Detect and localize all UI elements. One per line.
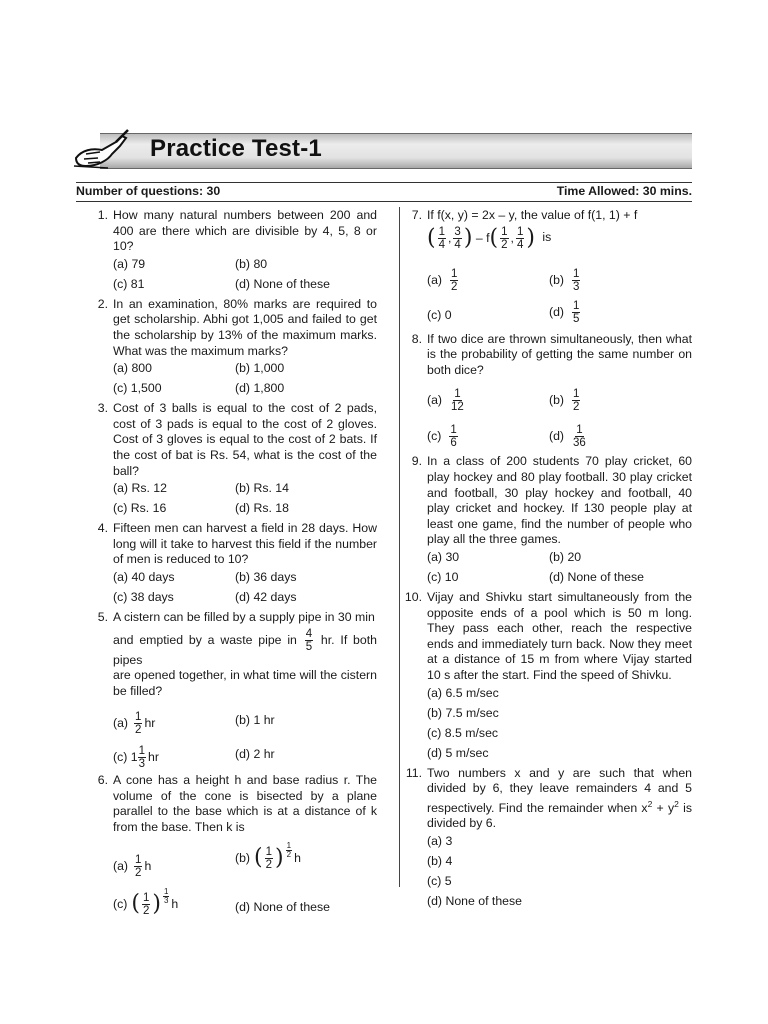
variable: h	[171, 896, 179, 911]
options	[113, 703, 377, 737]
numerator: 3	[454, 225, 461, 238]
text: hr. If both pipes	[113, 632, 377, 667]
question-1	[90, 208, 377, 295]
option-c: (c) 38 days	[113, 589, 174, 604]
options	[427, 382, 692, 418]
question-3	[90, 401, 377, 519]
option-c: (c) 5	[427, 873, 452, 888]
page-title: Practice Test-1	[150, 135, 322, 162]
unit: hr	[148, 750, 159, 765]
paren: (	[131, 891, 140, 917]
denominator: 3	[138, 758, 146, 771]
options	[113, 590, 377, 608]
time-allowed: Time Allowed: 30 mins.	[556, 184, 692, 198]
question-text	[427, 766, 692, 832]
fraction	[453, 226, 461, 251]
question-number: 9.	[411, 454, 422, 469]
option-a: (a) 3	[427, 833, 453, 848]
question-text-line3: are opened together, in what time will the cistern be filled?	[113, 668, 377, 698]
paren: )	[526, 225, 535, 251]
paren: )	[152, 891, 161, 917]
option-c	[113, 886, 179, 917]
options	[427, 570, 692, 588]
option-label: (c) 1	[113, 750, 138, 765]
options	[113, 501, 377, 519]
question-10	[404, 590, 692, 764]
writing-hand-icon	[72, 128, 130, 174]
denominator: 36	[573, 437, 586, 450]
option-label: (c)	[427, 429, 442, 444]
options	[113, 481, 377, 499]
options	[113, 570, 377, 588]
option-c	[427, 424, 460, 449]
option-d: (d) None of these	[549, 569, 645, 584]
option-b: (b) 36 days	[235, 569, 297, 584]
question-9	[404, 454, 692, 588]
exponent-fraction	[163, 888, 169, 905]
numerator: 1	[135, 853, 142, 866]
text: and emptied by a waste pipe in	[113, 632, 297, 647]
option-label: (d)	[549, 429, 565, 444]
denominator: 6	[450, 437, 457, 450]
superscript: 2	[647, 798, 653, 809]
option-a	[427, 388, 467, 413]
right-column	[404, 208, 692, 912]
fraction	[450, 268, 458, 293]
fraction	[134, 711, 142, 736]
question-7	[404, 208, 692, 332]
option-a	[113, 711, 155, 736]
option-label: (b)	[549, 272, 565, 287]
numerator: 1	[265, 845, 273, 858]
question-number: 2.	[97, 296, 108, 311]
option-d: (d) 42 days	[235, 589, 297, 604]
denominator: 2	[265, 858, 273, 871]
option-b	[235, 840, 301, 871]
denominator: 2	[135, 724, 142, 737]
fraction	[572, 268, 580, 293]
numerator: 1	[450, 424, 457, 437]
denominator: 3	[163, 895, 169, 905]
option-d	[549, 300, 582, 325]
option-label: (a)	[427, 272, 443, 287]
denominator: 12	[451, 401, 464, 414]
denominator: 4	[516, 238, 524, 251]
numerator: 1	[286, 840, 292, 850]
question-text: How many natural numbers between 200 and 400 are there which are divisible by 4, 5, 8 or 10?	[113, 208, 377, 254]
question-text: In a class of 200 students 70 play cricket, 60 play hockey and 80 play football. 30 play cricket and football, 30 play hockey and football, 40 play cricket and hockey. If 130 people play at least one game, find the number of people who play all the three games.	[427, 454, 692, 547]
fraction	[142, 892, 150, 917]
denominator: 5	[305, 640, 313, 653]
question-text: In an examination, 80% marks are required to get scholarship. Abhi got 1,005 and failed to get the scholarship by 13% of the maximum marks. What was the maximum marks?	[113, 296, 377, 358]
question-8	[404, 332, 692, 455]
operator: –	[475, 230, 483, 245]
option-c-row	[427, 874, 692, 892]
option-a: (a) 30	[427, 549, 460, 564]
fraction	[305, 628, 313, 653]
number-of-questions: Number of questions: 30	[76, 184, 221, 198]
question-text: Fifteen men can harvest a field in 28 days. How long will it take to harvest this field if the number of men is reduced to 10?	[113, 521, 377, 567]
question-number: 1.	[97, 208, 108, 222]
fraction	[438, 226, 446, 251]
denominator: 2	[501, 238, 508, 251]
question-formula: ( $\frac{1}{4}$ , $\frac{3}{4}$ ) – f( $\frac{1}{2}$ , $\frac{1}{4}$ ) is	[427, 225, 552, 251]
option-a	[113, 854, 151, 879]
function: f	[486, 230, 490, 245]
option-b: (b) 1 hr	[235, 713, 275, 728]
numerator: 4	[305, 627, 313, 640]
option-b	[549, 268, 582, 293]
superscript: 2	[674, 798, 679, 809]
option-d-row	[427, 894, 692, 912]
numerator: 1	[138, 745, 146, 758]
question-text-line1: A cistern can be filled by a supply pipe in 30 min	[113, 609, 375, 624]
option-label: (d)	[549, 304, 565, 319]
option-a-row	[427, 834, 692, 852]
numerator: 1	[573, 299, 580, 312]
text: is divided by 6.	[427, 800, 692, 831]
option-c: (c) 1,500	[113, 381, 162, 396]
options	[427, 550, 692, 568]
denominator: 2	[286, 849, 292, 859]
question-text: A cone has a height h and base radius r. The volume of the cone is bisected by a plane parallel to the base which is at a distance of k from the base. Then k is	[113, 773, 377, 835]
option-label: (c)	[113, 896, 128, 911]
fraction	[134, 854, 142, 879]
option-c	[113, 745, 159, 770]
text: is	[542, 230, 552, 245]
numerator: 1	[163, 886, 169, 896]
option-d: (d) None of these	[235, 899, 331, 914]
option-a	[427, 268, 460, 293]
denominator: 2	[142, 904, 150, 917]
fraction	[138, 745, 146, 770]
question-text-line2	[113, 628, 377, 669]
option-d: (d) Rs. 18	[235, 501, 289, 516]
option-label: (b)	[235, 850, 251, 865]
option-d	[549, 424, 589, 449]
text: + y	[652, 800, 675, 815]
option-d: (d) 1,800	[235, 381, 285, 396]
option-a: (a) Rs. 12	[113, 481, 167, 496]
options	[113, 257, 377, 275]
fraction	[500, 226, 508, 251]
numerator: 1	[501, 225, 508, 238]
denominator: 2	[573, 401, 580, 414]
options	[427, 300, 692, 332]
variable: h	[294, 850, 301, 865]
options	[427, 262, 692, 298]
option-c: (c) Rs. 16	[113, 501, 167, 516]
fraction	[265, 846, 273, 871]
option-d-row	[427, 746, 692, 764]
option-b	[549, 388, 582, 413]
fraction	[572, 424, 587, 449]
fraction	[449, 424, 457, 449]
numerator: 1	[135, 711, 142, 724]
paren: )	[275, 845, 284, 871]
option-b-row	[427, 706, 692, 724]
question-number: 10.	[404, 589, 422, 604]
option-b: (b) 7.5 m/sec	[427, 705, 499, 720]
variable: h	[144, 858, 152, 873]
fraction	[572, 300, 580, 325]
paren: (	[427, 225, 436, 251]
question-5	[90, 610, 377, 771]
option-c: (c) 8.5 m/sec	[427, 725, 499, 740]
paren: )	[463, 225, 473, 251]
option-label: (a)	[113, 858, 129, 873]
left-column	[90, 208, 377, 932]
numerator: 1	[573, 267, 580, 280]
fraction	[450, 388, 465, 413]
option-c-row	[427, 726, 692, 744]
option-b: (b) 20	[549, 549, 582, 564]
question-number: 3.	[97, 401, 108, 416]
question-11	[404, 766, 692, 912]
fraction	[572, 388, 580, 413]
option-d: (d) None of these	[235, 276, 331, 291]
options	[113, 361, 377, 379]
paren: (	[254, 845, 263, 871]
question-text: If two dice are thrown simultaneously, then what is the probability of getting the same number on both dice?	[427, 331, 692, 377]
question-number: 4.	[97, 521, 108, 536]
option-a: (a) 40 days	[113, 569, 175, 584]
options	[113, 277, 377, 295]
question-text: Vijay and Shivku start simultaneously from the opposite ends of a pool which is 50 m long. They pass each other, reach the respective ends and immediately turn back. Now they meet at a distance of 15 m from where Vijay started 10 s after the start. Find the speed of Shivku.	[427, 589, 692, 682]
option-a-row	[427, 686, 692, 704]
options	[427, 420, 692, 454]
options	[113, 842, 377, 884]
option-d: (d) None of these	[427, 893, 523, 908]
question-text: If f(x, y) = 2x – y, the value of f(1, 1) + f	[427, 208, 638, 222]
option-c: (c) 0	[427, 307, 452, 322]
text: Two numbers x and y are such that when divided by 6, they leave remainders 4 and 5 respectively. Find the remainder when x	[427, 765, 692, 815]
denominator: 5	[573, 312, 580, 325]
numerator: 1	[142, 891, 150, 904]
denominator: 2	[135, 866, 142, 879]
denominator: 4	[438, 238, 445, 251]
denominator: 4	[454, 238, 461, 251]
numerator: 1	[573, 388, 580, 401]
option-c: (c) 81	[113, 276, 145, 291]
option-b: (b) 4	[427, 853, 453, 868]
option-label: (a)	[113, 716, 129, 731]
option-label: (a)	[427, 393, 443, 408]
option-d: (d) 5 m/sec	[427, 745, 489, 760]
question-text: Cost of 3 balls is equal to the cost of 2 pads, cost of 3 pads is equal to the cost of 2 gloves. Cost of 3 gloves is equal to the cost of 2 bats. If the cost of bat is Rs. 54, what is the cost of the ball?	[113, 401, 377, 478]
question-number: 5.	[97, 609, 108, 624]
column-divider	[399, 207, 400, 887]
option-c: (c) 10	[427, 569, 459, 584]
denominator: 3	[573, 280, 580, 293]
option-d: (d) 2 hr	[235, 747, 275, 762]
option-b: (b) 80	[235, 256, 268, 271]
options	[113, 381, 377, 399]
divider-top	[76, 182, 692, 183]
question-number: 11.	[405, 765, 422, 780]
divider-bottom	[76, 201, 692, 202]
option-a: (a) 800	[113, 361, 152, 376]
question-4	[90, 521, 377, 608]
unit: hr	[144, 716, 156, 731]
option-b: (b) Rs. 14	[235, 481, 289, 496]
option-b-row	[427, 854, 692, 872]
question-number: 8.	[411, 331, 422, 346]
question-number: 7.	[411, 208, 422, 222]
exponent-fraction	[286, 842, 292, 859]
question-2	[90, 297, 377, 399]
numerator: 1	[454, 388, 461, 401]
option-a: (a) 6.5 m/sec	[427, 685, 499, 700]
options	[113, 888, 377, 932]
numerator: 1	[451, 267, 458, 280]
fraction	[516, 226, 524, 251]
question-6	[90, 773, 377, 931]
numerator: 1	[516, 225, 524, 238]
numerator: 1	[438, 225, 445, 238]
option-label: (b)	[549, 393, 565, 408]
option-a: (a) 79	[113, 256, 146, 271]
question-number: 6.	[97, 773, 108, 788]
option-b: (b) 1,000	[235, 361, 285, 376]
paren: (	[489, 225, 499, 251]
options	[113, 739, 377, 771]
denominator: 2	[451, 280, 458, 293]
numerator: 1	[576, 424, 583, 437]
